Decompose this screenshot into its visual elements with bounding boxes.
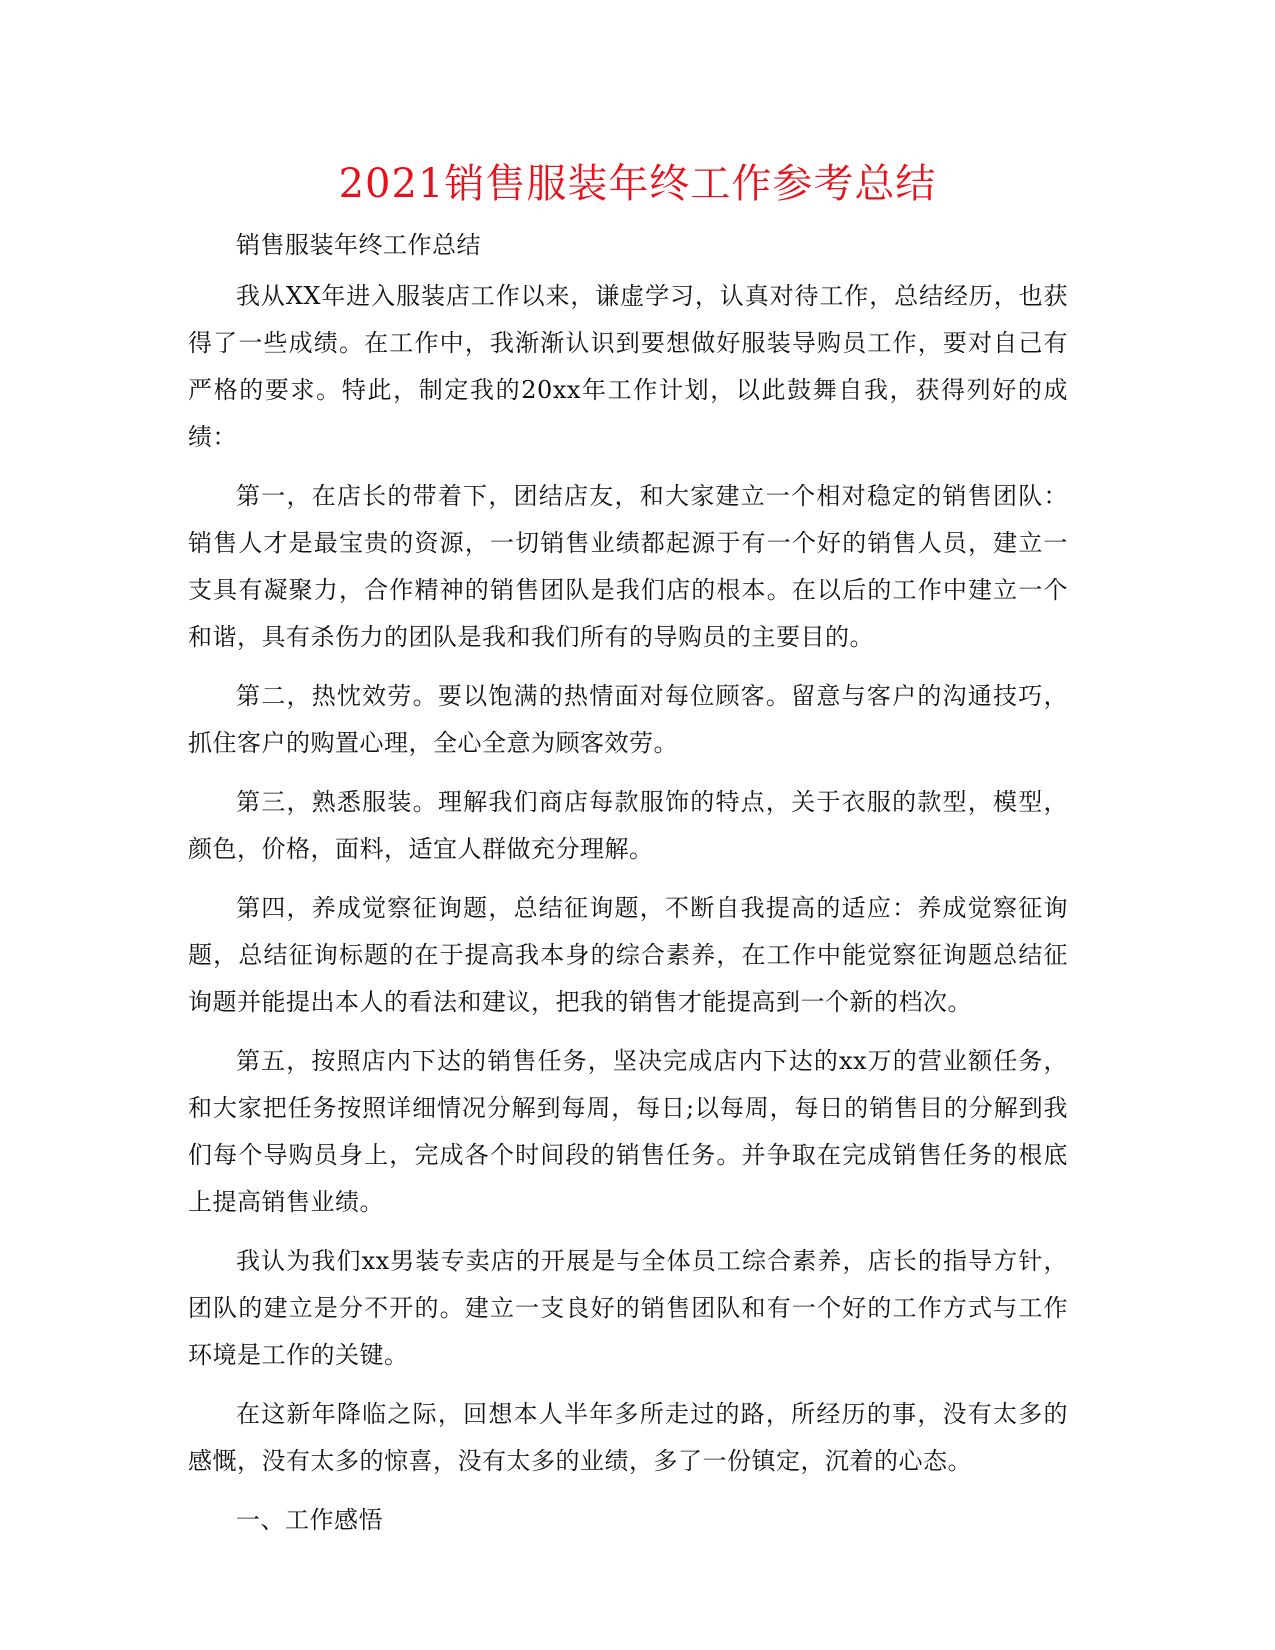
point-five-paragraph: 第五，按照店内下达的销售任务，坚决完成店内下达的xx万的营业额任务，和大家把任务按照详细情况分解到每周，每日;以每周，每日的销售目的分解到我们每个导购员身上，完成各个时间段的销售任务。并争取在完成销售任务的根底上提高销售业绩。 — [188, 1047, 1068, 1216]
intro-paragraph: 我从XX年进入服装店工作以来，谦虚学习，认真对待工作，总结经历，也获得了一些成绩。在工作中，我渐渐认识到要想做好服装导购员工作，要对自己有严格的要求。特此，制定我的20xx年工作计划，以此鼓舞自我，获得列好的成绩： — [188, 282, 1068, 451]
document-title: 2021销售服装年终工作参考总结 — [338, 161, 937, 207]
point-four-paragraph: 第四，养成觉察征询题，总结征询题，不断自我提高的适应：养成觉察征询题，总结征询标题的在于提高我本身的综合素养，在工作中能觉察征询题总结征询题并能提出本人的看法和建议，把我的销售才能提高到一个新的档次。 — [188, 894, 1068, 1016]
reflection-paragraph: 在这新年降临之际，回想本人半年多所走过的路，所经历的事，没有太多的感慨，没有太多的惊喜，没有太多的业绩，多了一份镇定，沉着的心态。 — [188, 1400, 1068, 1475]
point-one-paragraph: 第一，在店长的带着下，团结店友，和大家建立一个相对稳定的销售团队：销售人才是最宝贵的资源，一切销售业绩都起源于有一个好的销售人员，建立一支具有凝聚力，合作精神的销售团队是我们店的根本。在以后的工作中建立一个和谐，具有杀伤力的团队是我和我们所有的导购员的主要目的。 — [188, 482, 1068, 651]
subtitle-paragraph: 销售服装年终工作总结 — [236, 231, 481, 259]
point-three-paragraph: 第三，熟悉服装。理解我们商店每款服饰的特点，关于衣服的款型，模型，颜色，价格，面料，适宜人群做充分理解。 — [188, 788, 1068, 863]
document-body — [188, 222, 1068, 1556]
conclusion-paragraph: 我认为我们xx男装专卖店的开展是与全体员工综合素养，店长的指导方针，团队的建立是分不开的。建立一支良好的销售团队和有一个好的工作方式与工作环境是工作的关键。 — [188, 1247, 1068, 1369]
section-heading: 一、工作感悟 — [236, 1506, 383, 1534]
point-two-paragraph: 第二，热忱效劳。要以饱满的热情面对每位顾客。留意与客户的沟通技巧，抓住客户的购置心理，全心全意为顾客效劳。 — [188, 682, 1068, 757]
